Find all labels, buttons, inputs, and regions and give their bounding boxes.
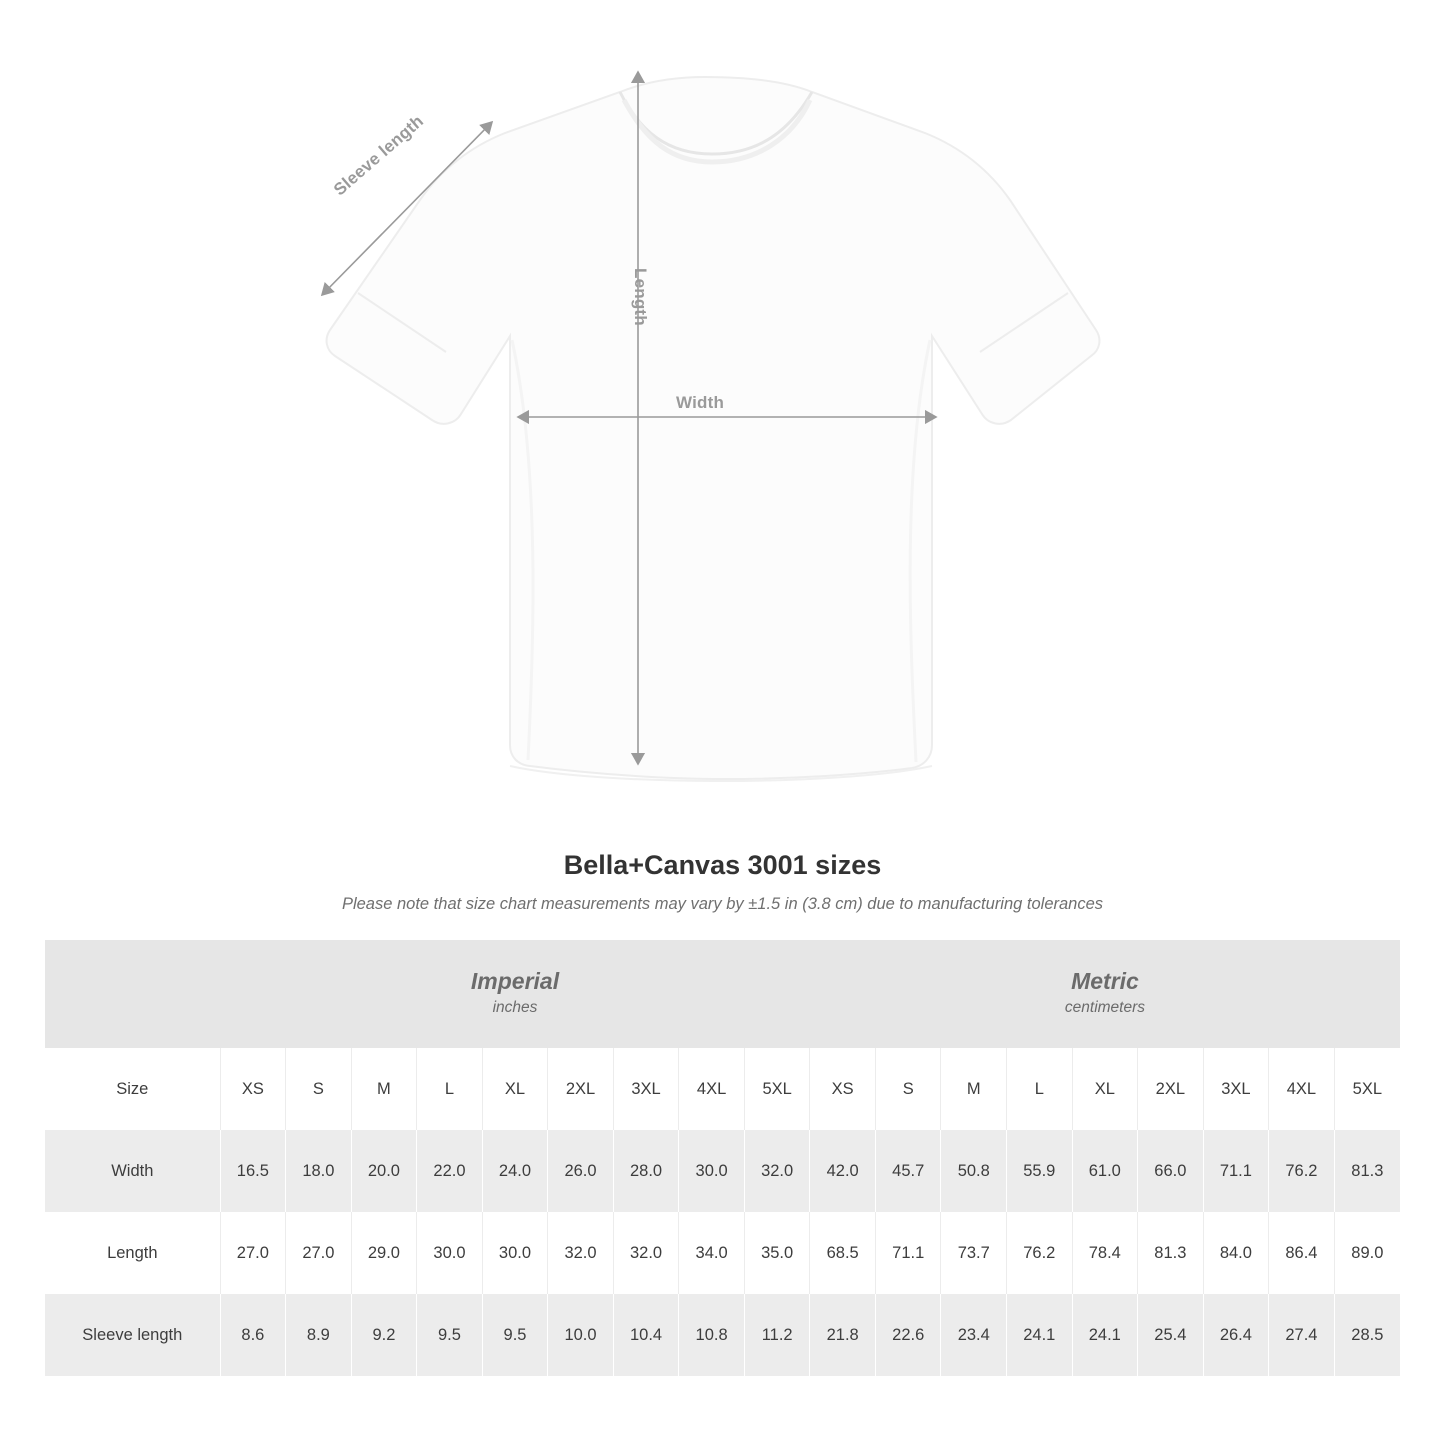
unit-metric-cell [810, 940, 1400, 1048]
header-cell-met-m: M [941, 1048, 1007, 1130]
table-row [45, 1212, 1400, 1294]
unit-imperial-name: Imperial [470, 968, 560, 995]
header-cell-size: Size [45, 1048, 220, 1130]
cell-length-imp-l: 30.0 [417, 1212, 483, 1294]
cell-length-imp-s: 27.0 [286, 1212, 352, 1294]
cell-width-met-xl: 61.0 [1072, 1130, 1138, 1212]
title-block [0, 850, 1445, 914]
cell-length-met-l: 76.2 [1007, 1212, 1073, 1294]
row-label-length: Length [45, 1212, 220, 1294]
unit-spacer-cell [45, 940, 220, 1048]
cell-length-imp-m: 29.0 [351, 1212, 417, 1294]
header-cell-met-xl: XL [1072, 1048, 1138, 1130]
cell-length-imp-4xl: 34.0 [679, 1212, 745, 1294]
cell-sleeve-imp-l: 9.5 [417, 1294, 483, 1376]
cell-sleeve-imp-3xl: 10.4 [613, 1294, 679, 1376]
cell-length-met-4xl: 86.4 [1269, 1212, 1335, 1294]
cell-width-met-xs: 42.0 [810, 1130, 876, 1212]
cell-sleeve-imp-2xl: 10.0 [548, 1294, 614, 1376]
header-cell-met-l: L [1007, 1048, 1073, 1130]
size-table [45, 940, 1400, 1376]
cell-width-imp-2xl: 26.0 [548, 1130, 614, 1212]
cell-width-imp-s: 18.0 [286, 1130, 352, 1212]
unit-imperial-sub: inches [492, 998, 538, 1016]
cell-length-imp-xs: 27.0 [220, 1212, 286, 1294]
page-title: Bella+Canvas 3001 sizes [563, 850, 882, 880]
cell-length-imp-5xl: 35.0 [744, 1212, 810, 1294]
tshirt-shape [327, 77, 1100, 781]
header-cell-met-5xl: 5XL [1334, 1048, 1400, 1130]
header-cell-imp-2xl: 2XL [548, 1048, 614, 1130]
cell-sleeve-met-3xl: 26.4 [1203, 1294, 1269, 1376]
cell-length-imp-3xl: 32.0 [613, 1212, 679, 1294]
cell-sleeve-met-4xl: 27.4 [1269, 1294, 1335, 1376]
cell-width-imp-l: 22.0 [417, 1130, 483, 1212]
cell-sleeve-met-l: 24.1 [1007, 1294, 1073, 1376]
cell-width-met-m: 50.8 [941, 1130, 1007, 1212]
unit-header-row [45, 940, 1400, 1048]
header-cell-met-xs: XS [810, 1048, 876, 1130]
cell-sleeve-imp-4xl: 10.8 [679, 1294, 745, 1376]
header-cell-met-4xl: 4XL [1269, 1048, 1335, 1130]
cell-length-met-xl: 78.4 [1072, 1212, 1138, 1294]
cell-sleeve-met-xs: 21.8 [810, 1294, 876, 1376]
cell-width-imp-5xl: 32.0 [744, 1130, 810, 1212]
cell-sleeve-met-2xl: 25.4 [1138, 1294, 1204, 1376]
cell-length-imp-2xl: 32.0 [548, 1212, 614, 1294]
cell-sleeve-met-xl: 24.1 [1072, 1294, 1138, 1376]
row-label-sleeve-length: Sleeve length [45, 1294, 220, 1376]
cell-width-met-5xl: 81.3 [1334, 1130, 1400, 1212]
cell-length-met-3xl: 84.0 [1203, 1212, 1269, 1294]
table-row [45, 1294, 1400, 1376]
cell-sleeve-imp-xl: 9.5 [482, 1294, 548, 1376]
cell-width-imp-xl: 24.0 [482, 1130, 548, 1212]
header-cell-imp-5xl: 5XL [744, 1048, 810, 1130]
header-cell-imp-s: S [286, 1048, 352, 1130]
header-cell-imp-m: M [351, 1048, 417, 1130]
cell-width-imp-m: 20.0 [351, 1130, 417, 1212]
header-cell-imp-xs: XS [220, 1048, 286, 1130]
cell-length-imp-xl: 30.0 [482, 1212, 548, 1294]
tolerance-note: Please note that size chart measurements may vary by ±1.5 in (3.8 cm) due to manufacturing tolerances [341, 895, 1104, 913]
cell-sleeve-imp-m: 9.2 [351, 1294, 417, 1376]
cell-width-met-s: 45.7 [875, 1130, 941, 1212]
unit-metric-sub: centimeters [1064, 998, 1146, 1016]
cell-sleeve-met-s: 22.6 [875, 1294, 941, 1376]
unit-imperial-cell [220, 940, 810, 1048]
header-cell-met-2xl: 2XL [1138, 1048, 1204, 1130]
cell-width-imp-xs: 16.5 [220, 1130, 286, 1212]
sleeve-length-label: Sleeve length [330, 111, 428, 200]
cell-width-imp-4xl: 30.0 [679, 1130, 745, 1212]
cell-sleeve-imp-s: 8.9 [286, 1294, 352, 1376]
table-row [45, 1130, 1400, 1212]
cell-length-met-5xl: 89.0 [1334, 1212, 1400, 1294]
length-label: Length [631, 268, 650, 326]
size-table-wrap [45, 940, 1400, 1376]
cell-width-met-2xl: 66.0 [1138, 1130, 1204, 1212]
cell-sleeve-imp-xs: 8.6 [220, 1294, 286, 1376]
cell-length-met-2xl: 81.3 [1138, 1212, 1204, 1294]
header-cell-imp-4xl: 4XL [679, 1048, 745, 1130]
header-cell-imp-3xl: 3XL [613, 1048, 679, 1130]
cell-sleeve-met-5xl: 28.5 [1334, 1294, 1400, 1376]
header-cell-met-s: S [875, 1048, 941, 1130]
width-label: Width [676, 393, 725, 412]
header-cell-imp-l: L [417, 1048, 483, 1130]
cell-length-met-s: 71.1 [875, 1212, 941, 1294]
cell-sleeve-met-m: 23.4 [941, 1294, 1007, 1376]
cell-width-met-3xl: 71.1 [1203, 1130, 1269, 1212]
cell-width-imp-3xl: 28.0 [613, 1130, 679, 1212]
size-header-row [45, 1048, 1400, 1130]
cell-width-met-l: 55.9 [1007, 1130, 1073, 1212]
header-cell-met-3xl: 3XL [1203, 1048, 1269, 1130]
header-cell-imp-xl: XL [482, 1048, 548, 1130]
cell-length-met-xs: 68.5 [810, 1212, 876, 1294]
cell-width-met-4xl: 76.2 [1269, 1130, 1335, 1212]
unit-metric-name: Metric [1071, 968, 1139, 995]
row-label-width: Width [45, 1130, 220, 1212]
cell-length-met-m: 73.7 [941, 1212, 1007, 1294]
cell-sleeve-imp-5xl: 11.2 [744, 1294, 810, 1376]
